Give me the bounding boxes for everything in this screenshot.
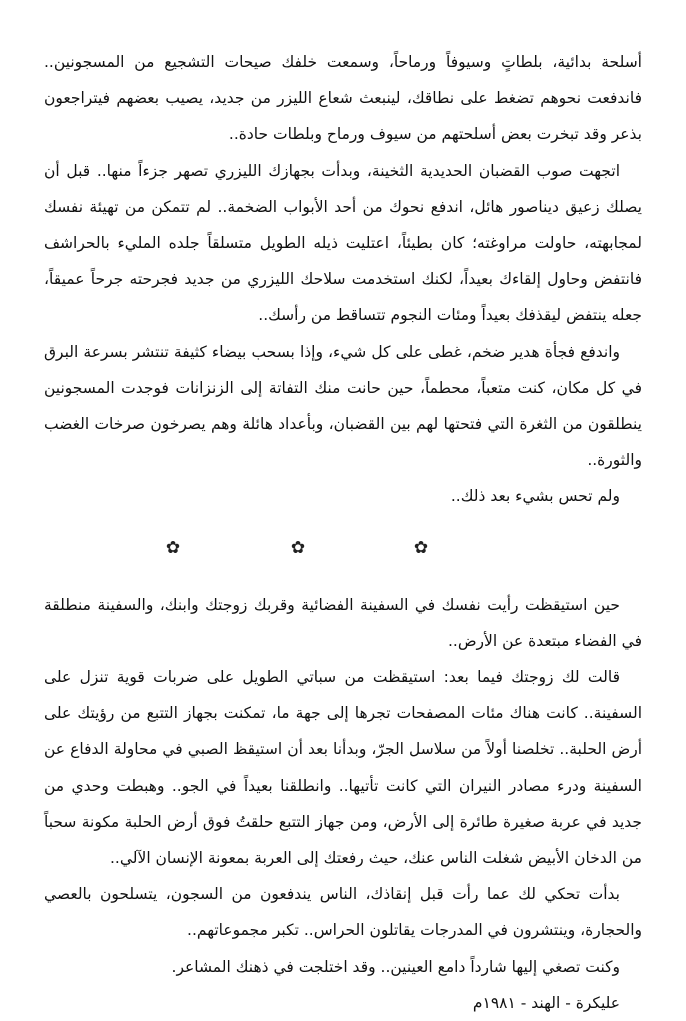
section-separator (44, 515, 642, 587)
place-and-date-signature: عليكرة - الهند - ١٩٨١م (472, 993, 620, 1012)
flower-ornament-icon: ✿ (413, 537, 429, 558)
flower-ornament-icon: ✿ (290, 537, 306, 558)
paragraph: واندفع فجأة هدير ضخم، غطى على كل شيء، وإذا بسحب بيضاء كثيفة تنتشر بسرعة البرق في كل مكان، كنت متعباً، محطماً، حين حانت منك التفاتة إلى الزنزانات فوجدت المسجونين ينطلقون من الثغرة التي فتحتها لهم بين القضبان، وبأعداد هائلة وهم يصرخون صرخات الغضب والثورة.. (44, 342, 642, 470)
paragraph: بدأت تحكي لك عما رأت قبل إنقاذك، الناس يندفعون من السجون، يتسلحون بالعصي والحجارة، وينتشرون في المدرجات يقاتلون الحراس.. تكبر مجموعاتهم.. (44, 885, 642, 940)
document-page (44, 44, 642, 1021)
paragraph: وكنت تصغي إليها شارداً دامع العينين.. وقد اختلجت في ذهنك المشاعر. (171, 957, 620, 976)
section-one (44, 44, 642, 515)
paragraph: اتجهت صوب القضبان الحديدية الثخينة، وبدأت بجهازك الليزري تصهر جزءاً منها.. قبل أن يصلك زعيق ديناصور هائل، اندفع نحوك من أحد الأبواب الضخمة.. لم تتمكن من تهيئة نفسك لمجابهته، حاولت مراوغته؛ كان بطيئاً، اعتليت ذيله الطويل متسلقاً جلده المليء بالحراشف فانتفض وحاول إلقاءك بعيداً، لكنك استخدمت سلاحك الليزري من جديد فجرحته جرحاً عميقاً، جعله ينتفض ليقذفك بعيداً ومئات النجوم تتساقط من رأسك.. (44, 161, 642, 325)
paragraph: حين استيقظت رأيت نفسك في السفينة الفضائية وقربك زوجتك وابنك، والسفينة منطلقة في الفضاء مبتعدة عن الأرض.. (44, 595, 642, 650)
section-two (44, 587, 642, 985)
flower-ornament-icon: ✿ (165, 537, 181, 558)
paragraph: أسلحة بدائية، بلطاتٍ وسيوفاً ورماحاً، وسمعت خلفك صيحات التشجيع من المسجونين.. فاندفعت نحوهم تضغط على نطاقك، لينبعث شعاع الليزر من جديد، يصيب بعضهم فيتراجعون بذعر وقد تبخرت بعض أسلحتهم من سيوف ورماح وبلطات حادة.. (44, 53, 642, 144)
paragraph: ولم تحس بشيء بعد ذلك.. (450, 487, 620, 506)
paragraph: قالت لك زوجتك فيما بعد: استيقظت من سباتي الطويل على ضربات قوية تنزل على السفينة.. كانت هناك مئات المصفحات تجرها إلى جهة ما، تمكنت بجهاز التتبع من رؤيتك على أرض الحلبة.. تخلصنا أولاً من سلاسل الجرّ، وبدأنا بعد أن استيقظ الصبي في محاولة الدفاع عن السفينة ودرء مصادر النيران التي كانت تأتيها.. وانطلقنا بعيداً في الجو.. وهبطت وحدي من جديد في عربة صغيرة طائرة إلى الأرض، ومن جهاز التتبع حلقتُ فوق أرض الحلبة مكونة سحباً من الدخان الأبيض شغلت الناس عنك، حيث رفعتك إلى العربة بمعونة الإنسان الآلي.. (44, 668, 642, 868)
